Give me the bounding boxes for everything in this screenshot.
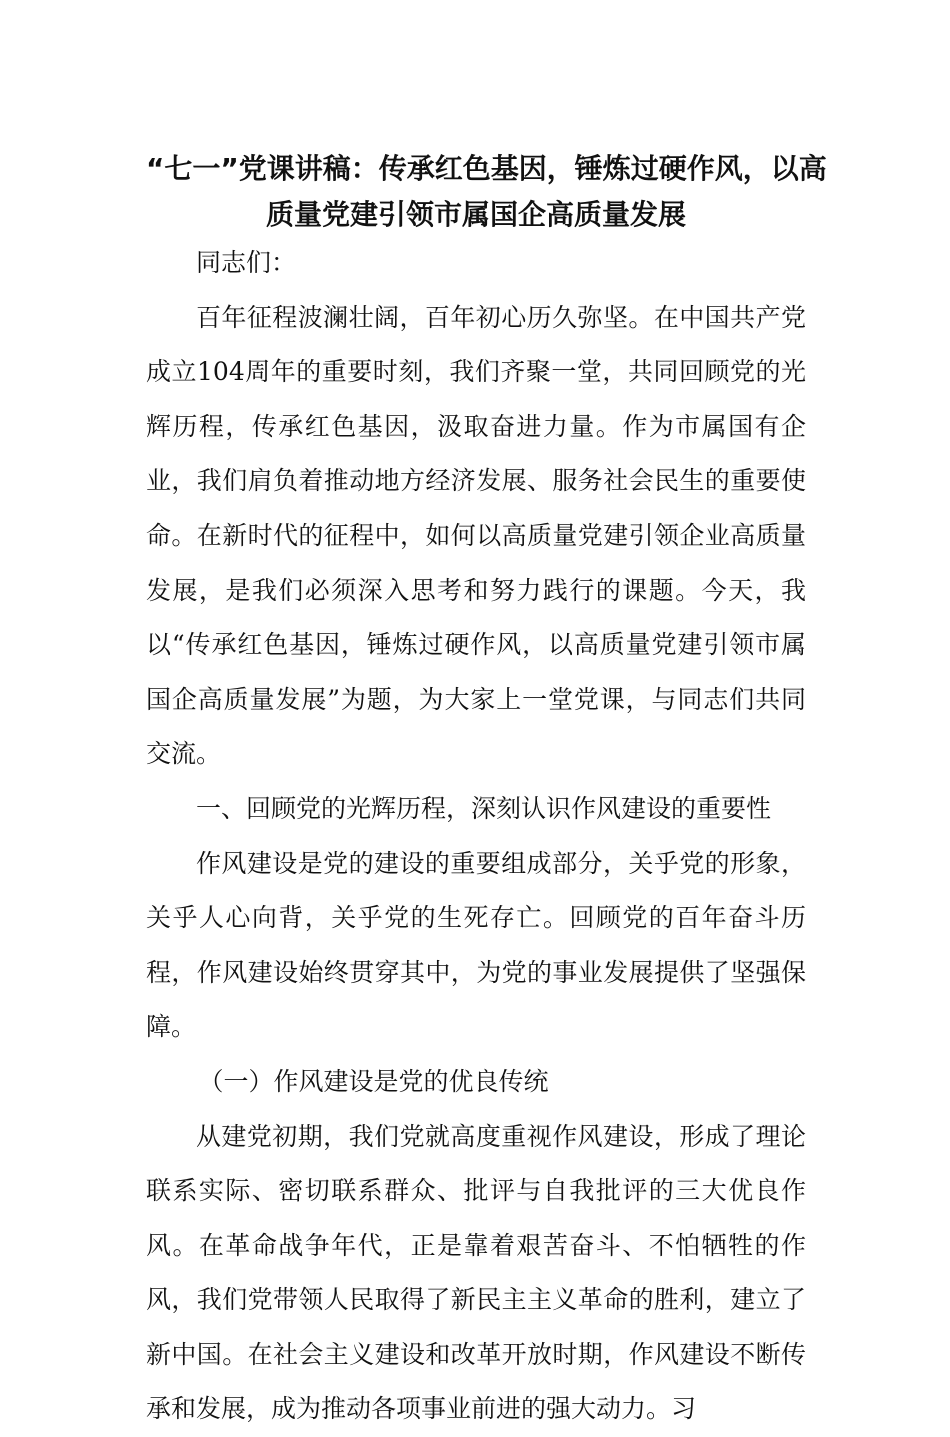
- title-line-2: 质量党建引领市属国企高质量发展: [146, 192, 806, 238]
- salutation: 同志们：: [146, 236, 806, 291]
- document-body: [146, 236, 806, 1437]
- subsection-1-text: 从建党初期，我们党就高度重视作风建设，形成了理论联系实际、密切联系群众、批评与自我批评的三大优良作风。在革命战争年代，正是靠着艰苦奋斗、不怕牺牲的作风，我们党带领人民取得了新民主主义革命的胜利，建立了新中国。在社会主义建设和改革开放时期，作风建设不断传承和发展，成为推动各项事业前进的强大动力。习: [146, 1110, 806, 1437]
- opening-paragraph: 百年征程波澜壮阔，百年初心历久弥坚。在中国共产党成立104周年的重要时刻，我们齐聚一堂，共同回顾党的光辉历程，传承红色基因，汲取奋进力量。作为市属国有企业，我们肩负着推动地方经济发展、服务社会民生的重要使命。在新时代的征程中，如何以高质量党建引领企业高质量发展，是我们必须深入思考和努力践行的课题。今天，我以“传承红色基因，锤炼过硬作风，以高质量党建引领市属国企高质量发展”为题，为大家上一堂党课，与同志们共同交流。: [146, 291, 806, 782]
- section-1-heading: 一、回顾党的光辉历程，深刻认识作风建设的重要性: [146, 782, 806, 837]
- document-title: [146, 146, 806, 238]
- title-line-1: “七一”党课讲稿：传承红色基因，锤炼过硬作风，以高: [146, 146, 806, 192]
- section-1-intro: 作风建设是党的建设的重要组成部分，关乎党的形象，关乎人心向背，关乎党的生死存亡。回顾党的百年奋斗历程，作风建设始终贯穿其中，为党的事业发展提供了坚强保障。: [146, 837, 806, 1055]
- subsection-1-heading: （一）作风建设是党的优良传统: [146, 1055, 806, 1110]
